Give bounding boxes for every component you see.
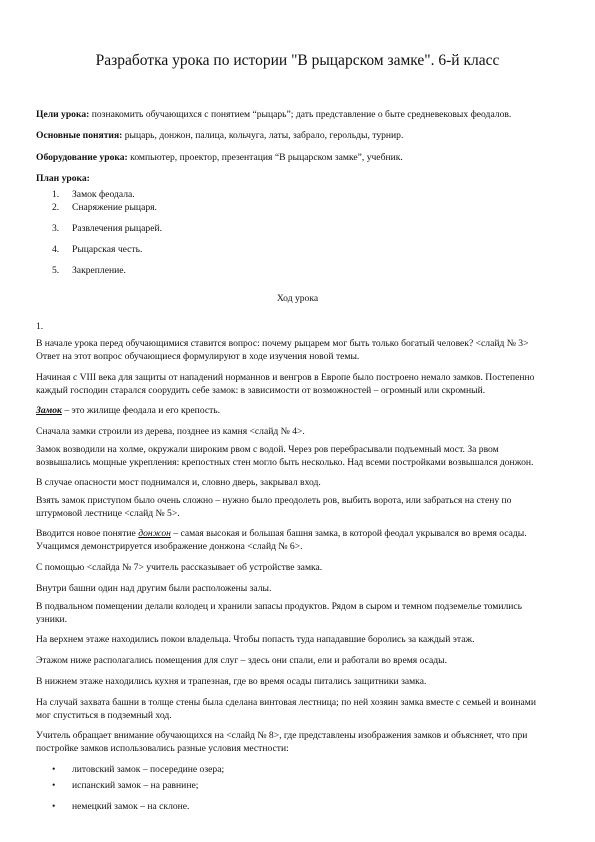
plan-item-num: 3. bbox=[52, 223, 60, 234]
paragraph-line: узники. bbox=[36, 614, 68, 625]
paragraph: На верхнем этаже находились покои владельца. Чтобы попасть туда нападавшие боролись за каждый этаж. bbox=[36, 634, 475, 645]
list-item-text: немецкий замок – на склоне. bbox=[72, 801, 190, 812]
paragraph: Этажом ниже располагались помещения для слуг – здесь они спали, ели и работали во время осады. bbox=[36, 655, 448, 666]
plan-item-text: Закрепление. bbox=[72, 265, 126, 276]
equipment-text: компьютер, проектор, презентация “В рыцарском замке”, учебник. bbox=[127, 152, 403, 163]
plan-item-text: Развлечения рыцарей. bbox=[72, 223, 162, 234]
paragraph-line: постройке замков использовались разные условия местности: bbox=[36, 743, 289, 754]
paragraph-line: Учащимся демонстрируется изображение донжона <слайд № 6>. bbox=[36, 541, 303, 552]
paragraph-line: Учитель обращает внимание обучающихся на <слайд № 8>, где представлены изображения замков и объясняет, что при bbox=[36, 730, 528, 741]
paragraph-line: – это жилище феодала и его крепость. bbox=[61, 405, 221, 416]
paragraph-line: Взять замок приступом было очень сложно – нужно было преодолеть ров, выбить ворота, или забраться на стену по bbox=[36, 495, 512, 506]
section-number: 1. bbox=[36, 321, 44, 332]
paragraph: Внутри башни один над другим были расположены залы. bbox=[36, 583, 272, 594]
page-title: Разработка урока по истории "В рыцарском замке". 6-й класс bbox=[95, 52, 500, 69]
list-item bbox=[52, 779, 198, 792]
paragraph-line: Ответ на этот вопрос обучающиеся формулируют в ходе изучения новой темы. bbox=[36, 351, 360, 362]
equipment-line bbox=[36, 151, 556, 164]
bullet-icon: • bbox=[52, 764, 56, 775]
plan-item bbox=[52, 264, 126, 277]
paragraph: В нижнем этаже находились кухня и трапезная, где во время осады питались защитники замка. bbox=[36, 676, 427, 687]
paragraph bbox=[36, 337, 556, 363]
bullet-icon: • bbox=[52, 801, 56, 812]
concepts-line bbox=[36, 129, 556, 142]
plan-item bbox=[52, 201, 157, 214]
term-donjon: донжон bbox=[138, 528, 171, 539]
paragraph-line: В начале урока перед обучающимися ставится вопрос: почему рыцарем мог быть только богатый человек? <слайд № 3> bbox=[36, 338, 529, 349]
list-item bbox=[52, 763, 224, 776]
paragraph bbox=[36, 600, 556, 626]
paragraph-line: каждый господин старался соорудить себе замок: в зависимости от возможностей – огромный или скромный. bbox=[36, 385, 486, 396]
bullet-icon: • bbox=[52, 780, 56, 791]
paragraph: В случае опасности мост поднимался и, словно дверь, закрывал вход. bbox=[36, 477, 321, 488]
paragraph-line: штурмовой лестнице <слайд № 5>. bbox=[36, 508, 180, 519]
paragraph: С помощью <слайда № 7> учитель рассказывает об устройстве замка. bbox=[36, 562, 323, 573]
paragraph-line: Вводится новое понятие bbox=[36, 528, 139, 539]
list-item-text: литовский замок – посередине озера; bbox=[72, 764, 225, 775]
plan-item-num: 2. bbox=[52, 202, 60, 213]
plan-item-text: Замок феодала. bbox=[72, 189, 135, 200]
plan-item-text: Рыцарская честь. bbox=[72, 244, 143, 255]
plan-label: План урока: bbox=[36, 173, 90, 184]
plan-item bbox=[52, 222, 162, 235]
plan-item-num: 1. bbox=[52, 189, 60, 200]
term-castle: Замок bbox=[36, 405, 62, 416]
plan-item-num: 4. bbox=[52, 244, 60, 255]
paragraph bbox=[36, 443, 556, 469]
plan-item-text: Снаряжение рыцаря. bbox=[72, 202, 157, 213]
paragraph bbox=[36, 696, 556, 722]
list-item-text: испанский замок – на равнине; bbox=[72, 780, 199, 791]
goals-line bbox=[36, 108, 556, 121]
paragraph bbox=[36, 729, 556, 755]
paragraph-line: мог спуститься в подземный ход. bbox=[36, 710, 172, 721]
goals-label: Цели урока: bbox=[36, 109, 90, 120]
paragraph-line: На случай захвата башни в толще стены была сделана винтовая лестница; по ней хозяин замка вместе с семьей и воинами bbox=[36, 697, 536, 708]
plan-item bbox=[52, 188, 135, 201]
paragraph-line: возвышались мощные укрепления: крепостных стен могло быть несколько. Над всеми постройками возвышался донжон. bbox=[36, 457, 534, 468]
paragraph-line: – самая высокая и большая башня замка, в которой феодал укрывался во время осады. bbox=[170, 528, 527, 539]
goals-text: познакомить обучающихся с понятием “рыцарь”; дать представление о быте средневековых феодалов. bbox=[89, 109, 512, 120]
paragraph bbox=[36, 494, 556, 520]
paragraph-line: Начиная с VIII века для защиты от нападений норманнов и венгров в Европе было построено немало замков. Постепенно bbox=[36, 372, 535, 383]
paragraph: Сначала замки строили из дерева, позднее из камня <слайд № 4>. bbox=[36, 426, 305, 437]
equipment-label: Оборудование урока: bbox=[36, 152, 128, 163]
plan-item bbox=[52, 243, 142, 256]
concepts-label: Основные понятия: bbox=[36, 130, 123, 141]
paragraph-line: В подвальном помещении делали колодец и хранили запасы продуктов. Рядом в сыром и темном подземелье томились bbox=[36, 601, 523, 612]
paragraph bbox=[36, 371, 556, 397]
concepts-text: рыцарь, донжон, палица, кольчуга, латы, забрало, герольды, турнир. bbox=[122, 130, 404, 141]
paragraph-line: Замок возводили на холме, окружали широким рвом с водой. Через ров перебрасывали подъемный мост. За рвом bbox=[36, 444, 499, 455]
list-item bbox=[52, 800, 189, 813]
plan-item-num: 5. bbox=[52, 265, 60, 276]
paragraph bbox=[36, 527, 556, 553]
paragraph bbox=[36, 404, 556, 417]
course-heading: Ход урока bbox=[276, 293, 319, 304]
